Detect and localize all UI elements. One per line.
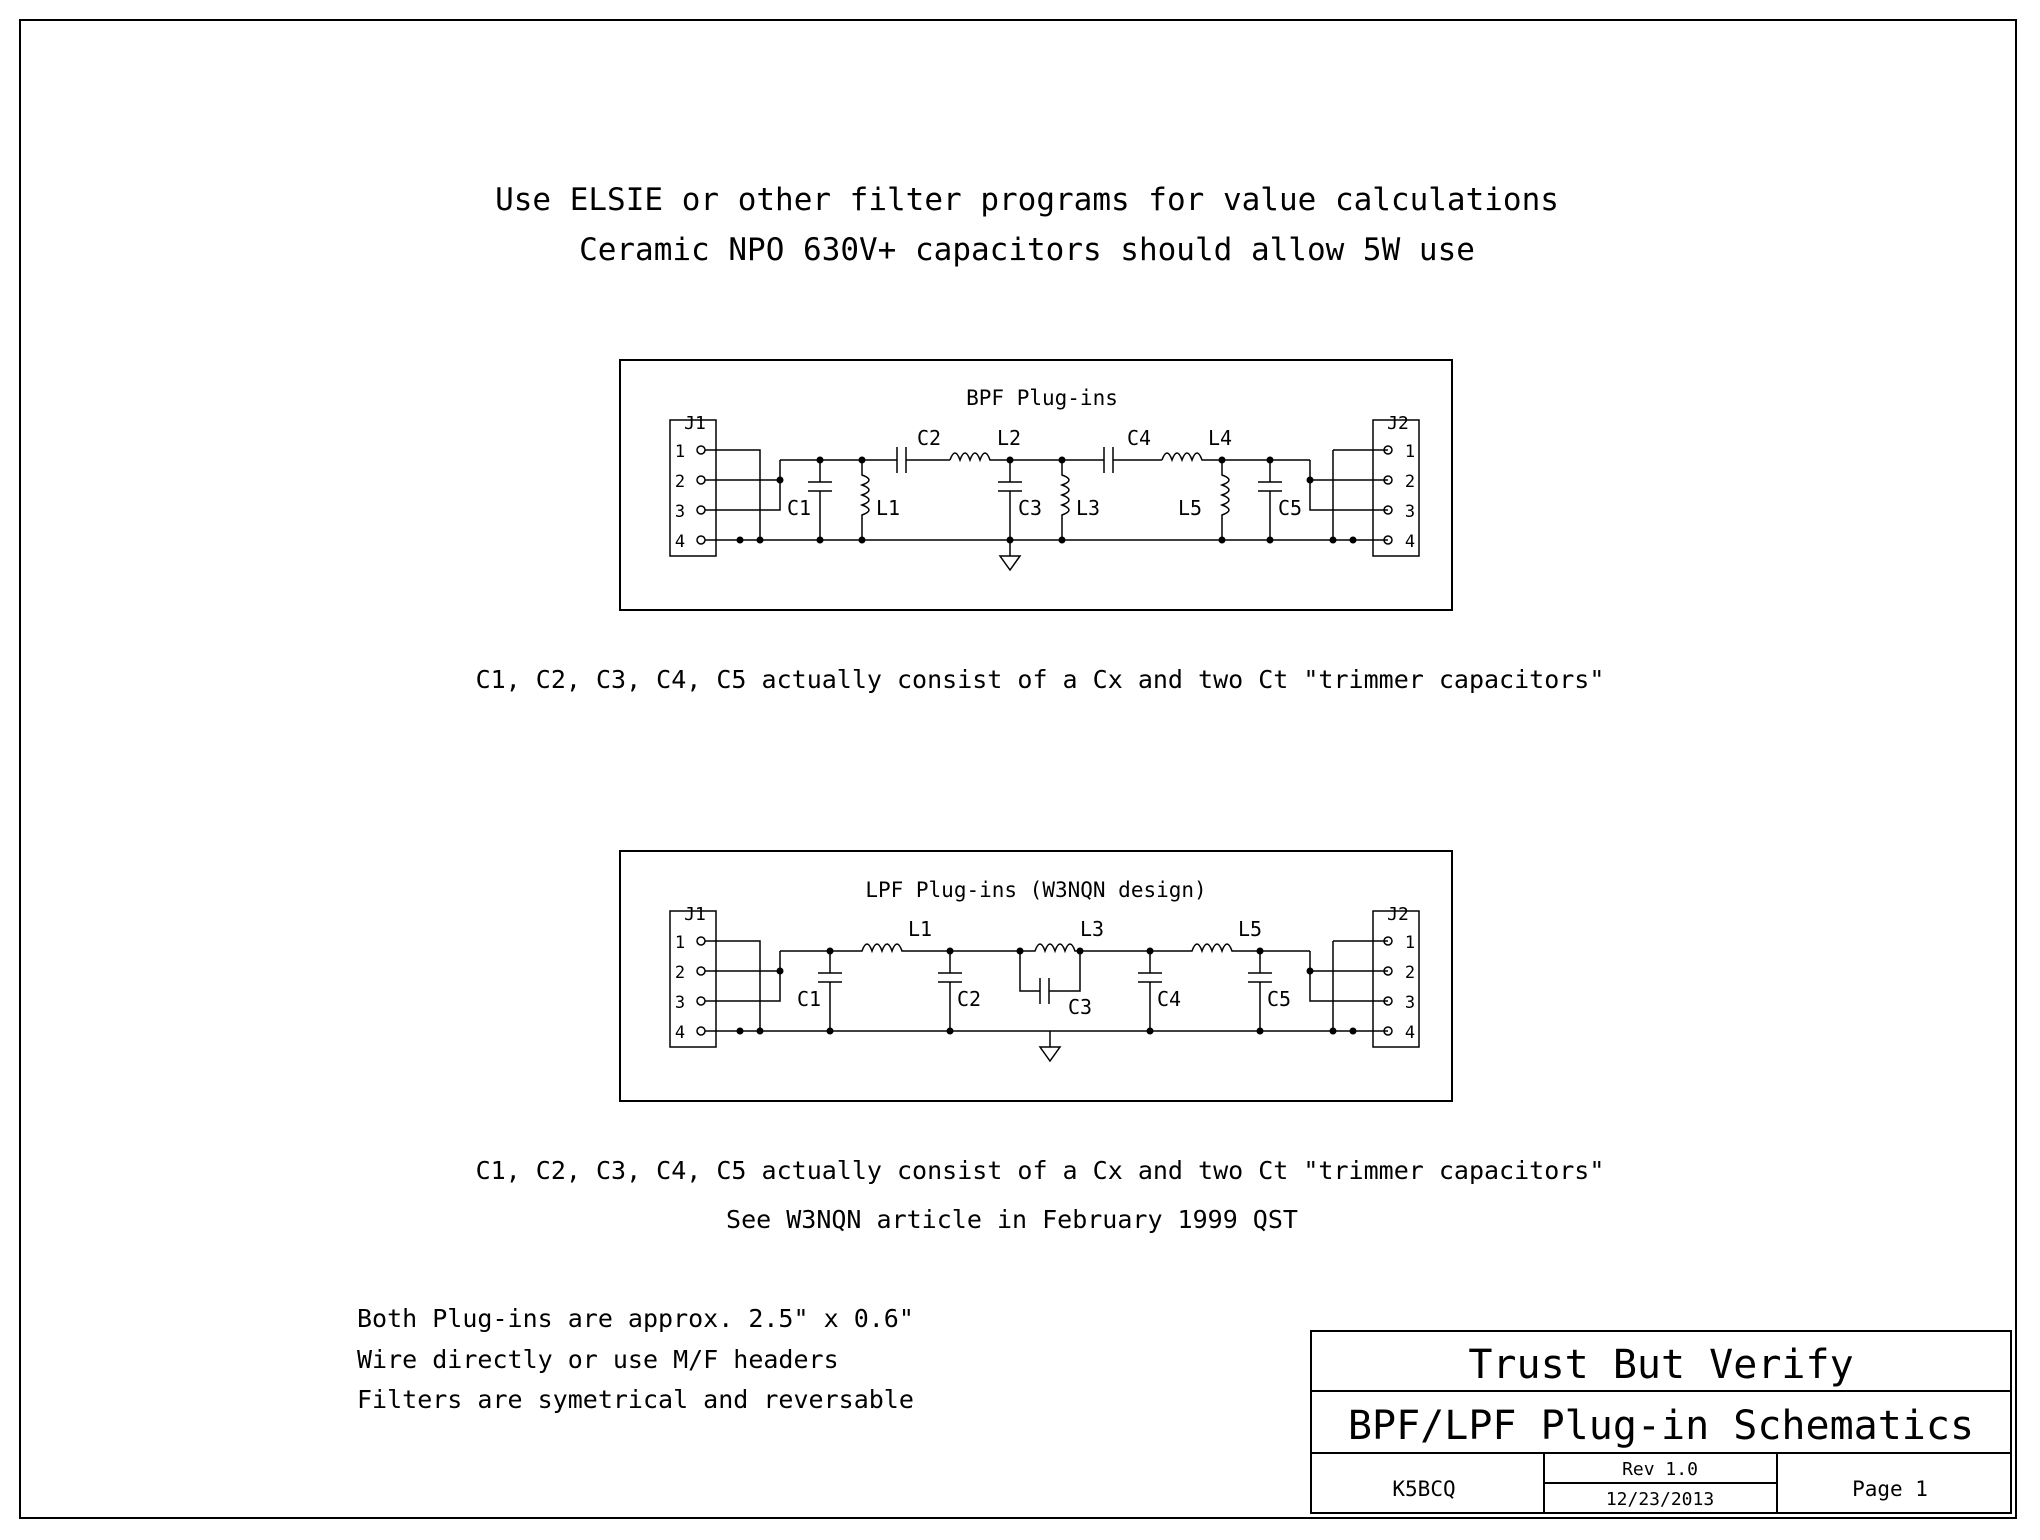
bpf-label-c3: C3 — [1018, 496, 1043, 520]
lpf-label-c2: C2 — [957, 987, 982, 1011]
general-note-2: Wire directly or use M/F headers — [357, 1345, 839, 1374]
general-note-1: Both Plug-ins are approx. 2.5" x 0.6" — [357, 1304, 914, 1333]
title-block-rev: Rev 1.0 — [1622, 1459, 1698, 1480]
bpf-label-c4: C4 — [1127, 426, 1152, 450]
note-line-1: Use ELSIE or other filter programs for value calculations — [495, 182, 1559, 218]
lpf-j2-pin2: 2 — [1404, 963, 1416, 983]
lpf-label-l5: L5 — [1238, 917, 1263, 941]
bpf-j1-pin3: 3 — [674, 502, 686, 522]
bpf-schematic — [620, 360, 1452, 610]
lpf-j1-pin3: 3 — [674, 993, 686, 1013]
bpf-note: C1, C2, C3, C4, C5 actually consist of a Cx and two Ct "trimmer capacitors" — [475, 665, 1605, 694]
lpf-j2-pin4: 4 — [1404, 1023, 1416, 1043]
lpf-j1-pin2: 2 — [674, 963, 686, 983]
bpf-j2-pin1: 1 — [1404, 442, 1416, 462]
lpf-label-l1: L1 — [908, 917, 933, 941]
bpf-j2-pin4: 4 — [1404, 532, 1416, 552]
title-block-title: BPF/LPF Plug-in Schematics — [1347, 1403, 1975, 1449]
title-block-page: Page 1 — [1852, 1477, 1928, 1501]
bpf-j2-label: J2 — [1387, 413, 1409, 434]
lpf-j1-label: J1 — [684, 904, 706, 925]
bpf-j1-pin4: 4 — [674, 532, 686, 552]
bpf-label-l4: L4 — [1208, 426, 1233, 450]
title-block-date: 12/23/2013 — [1605, 1489, 1715, 1510]
bpf-j1-pin2: 2 — [674, 472, 686, 492]
general-note-3: Filters are symetrical and reversable — [357, 1385, 914, 1414]
lpf-reference-note: See W3NQN article in February 1999 QST — [726, 1205, 1298, 1234]
bpf-label-l3: L3 — [1076, 496, 1101, 520]
lpf-title: LPF Plug-ins (W3NQN design) — [865, 878, 1207, 902]
lpf-label-l3: L3 — [1080, 917, 1105, 941]
lpf-note: C1, C2, C3, C4, C5 actually consist of a Cx and two Ct "trimmer capacitors" — [475, 1156, 1605, 1185]
bpf-j2-pin3: 3 — [1404, 502, 1416, 522]
bpf-label-c2: C2 — [917, 426, 942, 450]
lpf-j2-pin3: 3 — [1404, 993, 1416, 1013]
bpf-label-l2: L2 — [997, 426, 1022, 450]
bpf-j2-pin2: 2 — [1404, 472, 1416, 492]
lpf-schematic — [620, 851, 1452, 1101]
bpf-j1-label: J1 — [684, 413, 706, 434]
bpf-junctions — [737, 457, 1357, 544]
lpf-j1-pin4: 4 — [674, 1023, 686, 1043]
lpf-label-c4: C4 — [1157, 987, 1182, 1011]
bpf-title: BPF Plug-ins — [966, 386, 1118, 410]
lpf-label-c3: C3 — [1068, 995, 1093, 1019]
lpf-j2-label: J2 — [1387, 904, 1409, 925]
bpf-label-l1: L1 — [876, 496, 901, 520]
bpf-j1-pin1: 1 — [674, 442, 686, 462]
bpf-label-c5: C5 — [1278, 496, 1303, 520]
note-line-2: Ceramic NPO 630V+ capacitors should allow 5W use — [579, 232, 1475, 268]
bpf-label-c1: C1 — [787, 496, 812, 520]
lpf-label-c1: C1 — [797, 987, 822, 1011]
title-block-company: Trust But Verify — [1468, 1342, 1854, 1388]
lpf-j2-pin1: 1 — [1404, 933, 1416, 953]
title-block — [1311, 1331, 2011, 1513]
lpf-j1-pin1: 1 — [674, 933, 686, 953]
bpf-label-l5: L5 — [1178, 496, 1203, 520]
title-block-author: K5BCQ — [1392, 1477, 1456, 1501]
lpf-label-c5: C5 — [1267, 987, 1292, 1011]
